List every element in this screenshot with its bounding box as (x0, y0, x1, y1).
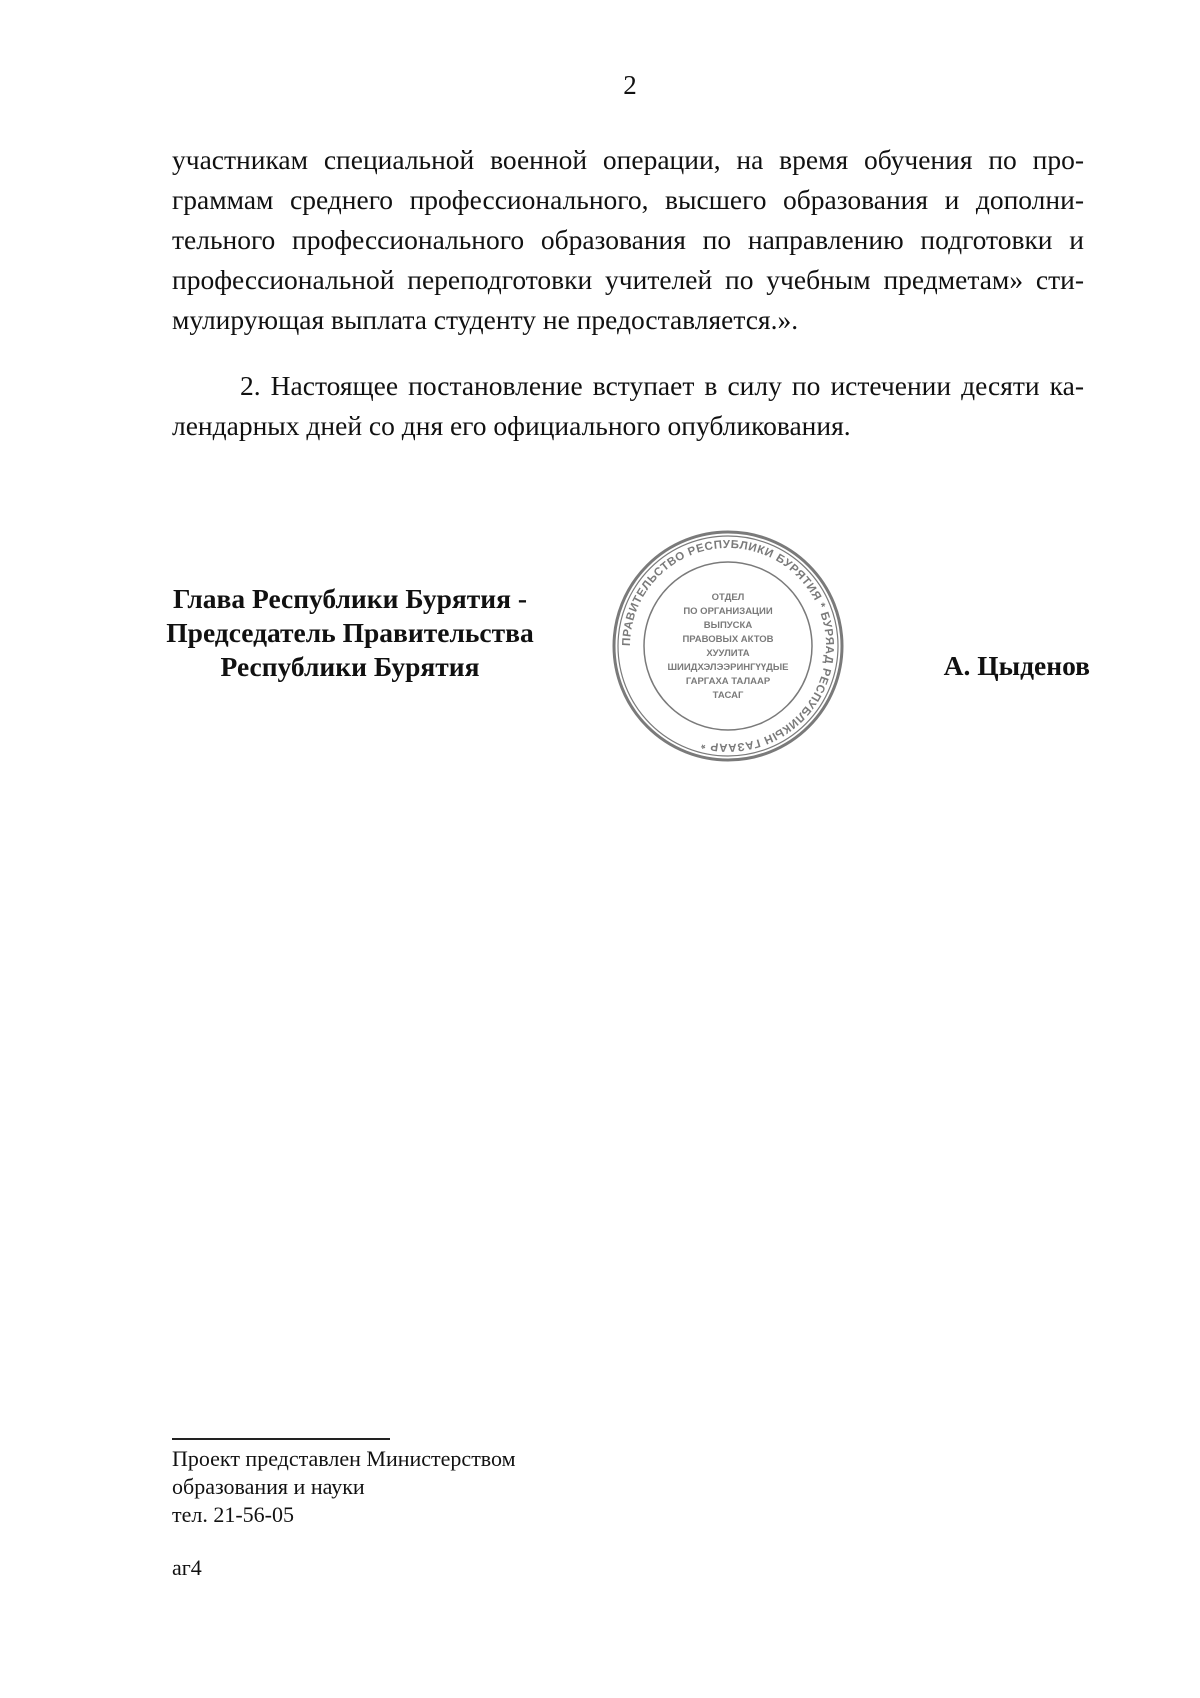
official-seal-icon (610, 528, 846, 764)
text-line: участникам специальной военной операции, на время обучения по про- (172, 144, 1084, 175)
signature-title-line: Председатель Правительства (166, 617, 534, 648)
seal-inner-line: ПРАВОВЫХ АКТОВ (682, 634, 774, 645)
text-line: граммам среднего профессионального, высшего образования и дополни- (172, 184, 1084, 215)
seal-inner-line: ВЫПУСКА (703, 620, 753, 631)
seal-inner-line: ТАСАГ (712, 690, 744, 701)
footnote-divider (172, 1438, 390, 1440)
signature-title (150, 582, 550, 684)
page-number: 2 (623, 70, 637, 100)
signer-name: А. Цыденов (943, 650, 1090, 681)
seal-ring-text-path: ПРАВИТЕЛЬСТВО РЕСПУБЛИКИ БУРЯТИЯ * БУРЯАД РЕСПУБЛИКЫН ГАЗААР * (620, 538, 836, 754)
footnote-line: образования и науки (172, 1474, 365, 1499)
seal-inner-line: ГАРГАХА ТАЛААР (685, 676, 771, 687)
seal-inner-line: ХУУЛИТА (706, 648, 750, 659)
seal-inner-line: ПО ОРГАНИЗАЦИИ (683, 606, 773, 617)
body-paragraph-2 (172, 366, 1084, 446)
seal-inner-line: ШИИДХЭЛЭЭРИНГҮҮДЫЕ (667, 662, 789, 673)
text-line: мулирующая выплата студенту не предоставляется.». (172, 304, 799, 335)
text-line: профессиональной переподготовки учителей по учебным предметам» сти- (172, 264, 1084, 295)
footnote (172, 1445, 672, 1529)
text-line: тельного профессионального образования по направлению подготовки и (172, 224, 1084, 255)
document-code: аг4 (172, 1555, 202, 1580)
footnote-line: Проект представлен Министерством (172, 1446, 516, 1471)
body-paragraph-1 (172, 140, 1084, 340)
signature-title-line: Республики Бурятия (220, 651, 480, 682)
seal-inner-line: ОТДЕЛ (711, 592, 745, 603)
seal-ring-text (621, 539, 835, 753)
text-line: лендарных дней со дня его официального опубликования. (172, 410, 851, 441)
text-line: 2. Настоящее постановление вступает в силу по истечении десяти ка- (240, 370, 1084, 401)
signature-title-line: Глава Республики Бурятия - (172, 583, 528, 614)
footnote-line: тел. 21-56-05 (172, 1502, 295, 1527)
